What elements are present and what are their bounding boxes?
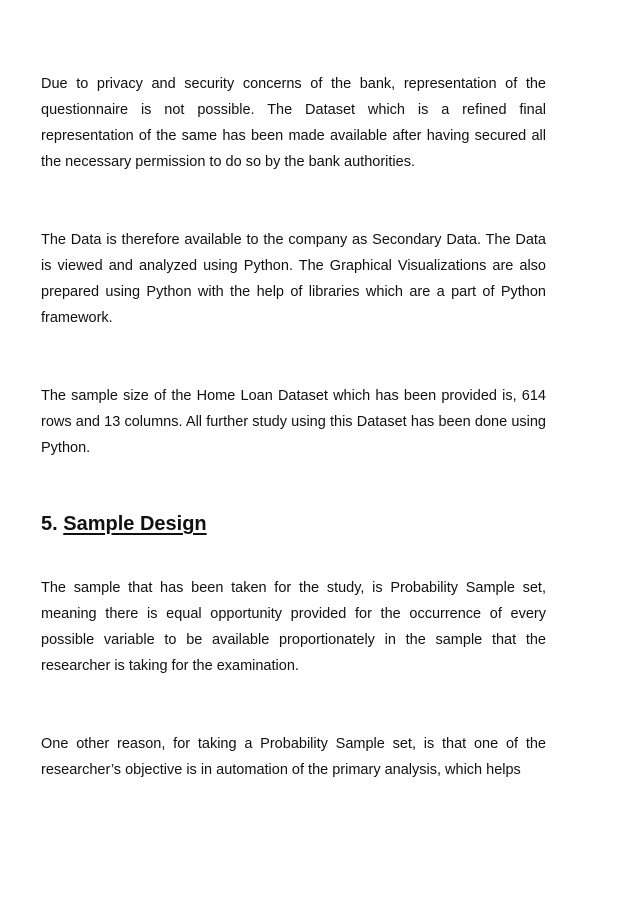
section-title: Sample Design: [63, 513, 207, 535]
paragraph-privacy: Due to privacy and security concerns of the bank, representation of the questionnaire is not possible. The Dataset which is a refined final representation of the same has been made available after having secured all the necessary permission to do so by the bank authorities.: [41, 76, 546, 170]
paragraph-sample-size: The sample size of the Home Loan Dataset which has been provided is, 614 rows and 13 columns. All further study using this Dataset has been done using Python.: [41, 388, 546, 456]
paragraph-other-reason: One other reason, for taking a Probability Sample set, is that one of the researcher’s objective is in automation of the primary analysis, which helps: [41, 736, 546, 778]
section-heading: [41, 511, 546, 537]
section-number: 5.: [41, 513, 58, 535]
document-page: [41, 71, 546, 783]
paragraph-secondary-data: The Data is therefore available to the company as Secondary Data. The Data is viewed and analyzed using Python. The Graphical Visualizations are also prepared using Python with the help of libraries which are a part of Python framework.: [41, 232, 546, 326]
paragraph-probability-sample: The sample that has been taken for the study, is Probability Sample set, meaning there is equal opportunity provided for the occurrence of every possible variable to be available proportionately in the sample that the researcher is taking for the examination.: [41, 580, 546, 674]
